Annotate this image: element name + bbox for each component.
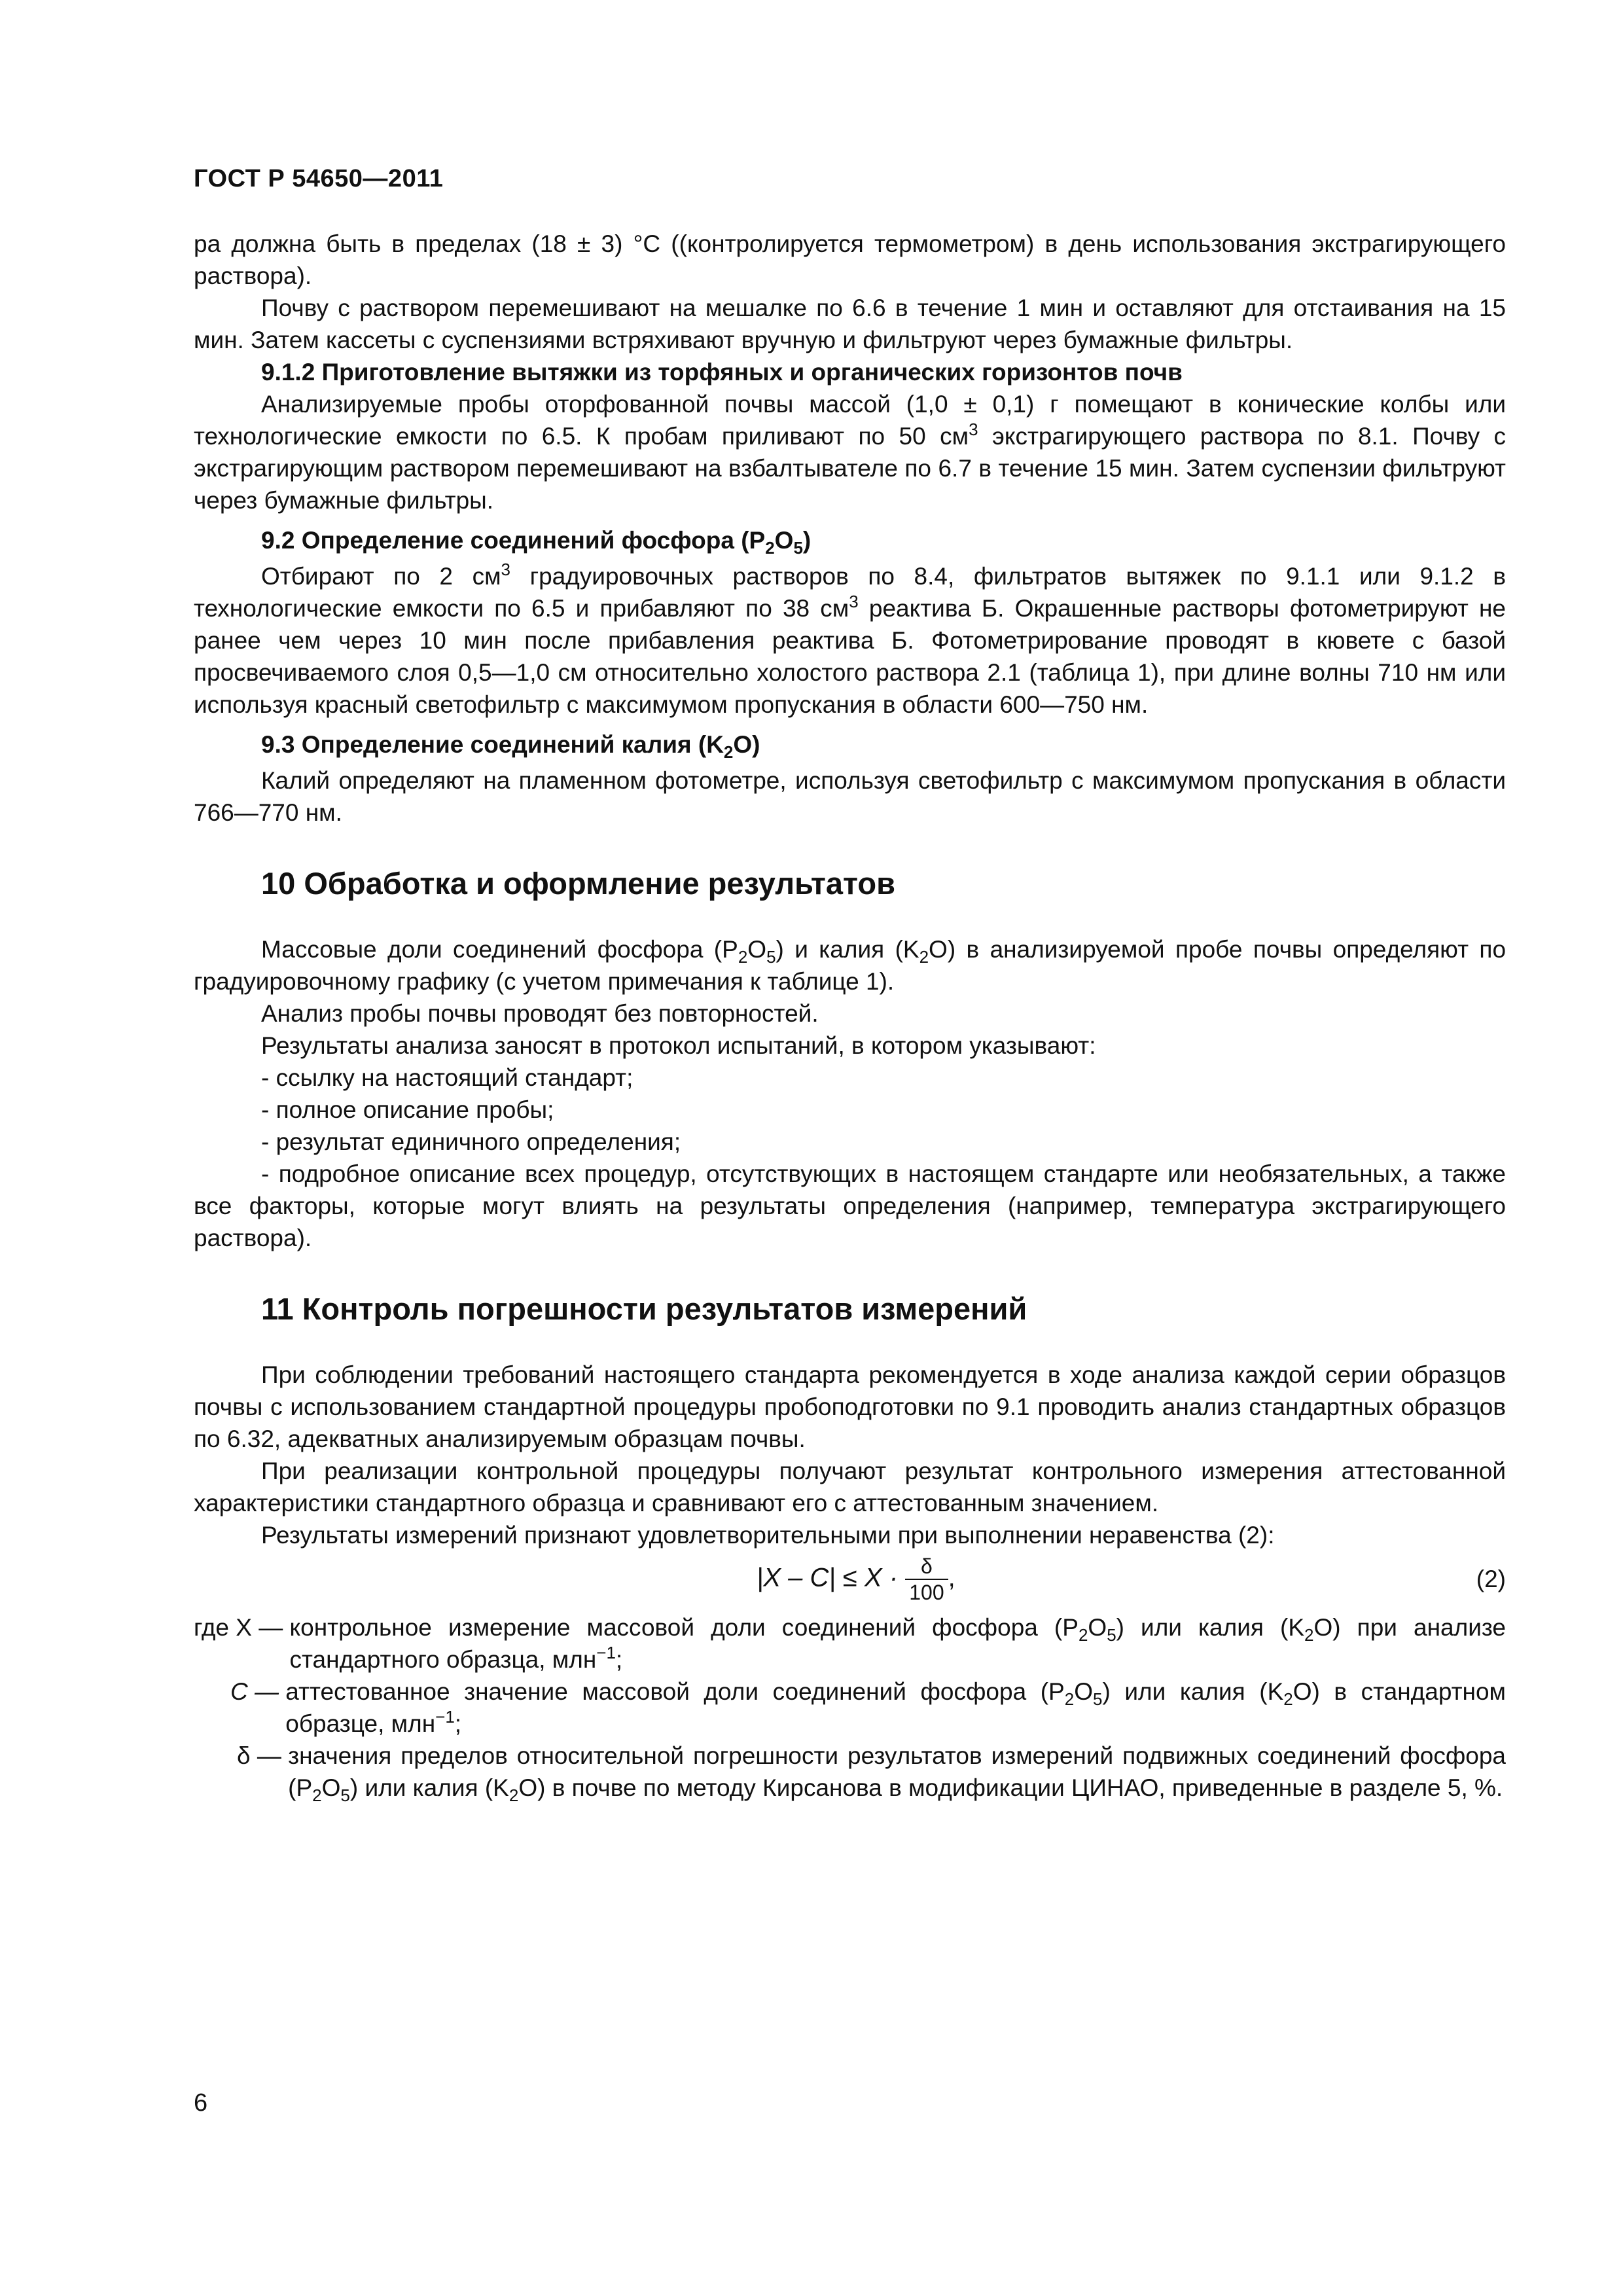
section-heading-10: 10 Обработка и оформление результатов [261,866,896,901]
list-item: - ссылку на настоящий стандарт; [261,1064,633,1091]
subsection-heading-9-2: 9.2 Определение соединений фосфора $(P_2O_5)$ [261,527,812,558]
paragraph: Отбирают по 2 $см^3$ градуировочных растворов по 8.4, фильтратов вытяжек по 9.1.1 или 9.1.2 в технологические емкости по 6.5 и прибавляют по 38 $см^3$ реактива Б. Окрашенные растворы фотометрируют не ранее чем через 10 мин после прибавления реактива Б. Фотометрирование проводят в кювете с базой просвечиваемого слоя 0,5—1,0 см относительно холостого раствора 2.1 (таблица 1), при длине волны 710 нм или используя красный светофильтр с максимумом пропускания в области 600—750 нм. [194,560,1507,718]
document-header: ГОСТ Р 54650—2011 [194,165,444,192]
paragraph: Почву с раствором перемешивают на мешалке по 6.6 в течение 1 мин и оставляют для отстаивания на 15 мин. Затем кассеты с суспензиями встряхивают вручную и фильтруют через бумажные фильтры. [194,295,1506,353]
paragraph: Анализ пробы почвы проводят без повторностей. [261,1000,819,1027]
subsection-heading-9-1-2: 9.1.2 Приготовление вытяжки из торфяных и органических горизонтов почв [261,359,1183,386]
where-clause [194,1611,1506,1804]
paragraph: Калий определяют на пламенном фотометре, используя светофильтр с максимумом пропускания в области 766—770 нм. [194,767,1506,826]
section-heading-11: 11 Контроль погрешности результатов измерений [261,1291,1027,1326]
paragraph: Результаты анализа заносят в протокол испытаний, в котором указывают: [261,1032,1096,1059]
list-item: - результат единичного определения; [261,1128,681,1155]
page-number: 6 [194,2089,208,2117]
list-item: - полное описание пробы; [261,1096,554,1123]
formula-expression: |X – C| ≤ X · $\frac{\delta}{100}$ , [757,1554,955,1604]
paragraph: Анализируемые пробы оторфованной почвы массой (1,0 ± 0,1) г помещают в конические колбы или технологические емкости по 6.5. К пробам приливают по 50 $см^3$ экстрагирующего раствора по 8.1. Почву с экстрагирующим раствором перемешивают на взбалтывателе по 6.7 в течение 15 мин. Затем суспензии фильтруют через бумажные фильтры. [194,391,1506,514]
where-item-delta: δ — значения пределов относительной погрешности результатов измерений подвижных соединений фосфора $(P_2O_5)$ или калия $(K_2O)$ в почве по методу Кирсанова в модификации ЦИНАО, приведенные в разделе 5, %. [237,1742,1506,1805]
where-item-x: где X — контрольное измерение массовой доли соединений фосфора $(P_2O_5)$ или калия $(K_2O)$ при анализе стандартного образца, млн$^{-1}$; [194,1614,1506,1673]
paragraph: Результаты измерений признают удовлетворительными при выполнении неравенства (2): [261,1522,1275,1549]
paragraph: Массовые доли соединений фосфора $(P_2O_5)$ и калия $(K_2O)$ в анализируемой пробе почвы определяют по градуировочному графику (с учетом примечания к таблице 1). [194,936,1507,995]
paragraph: ра должна быть в пределах (18 ± 3) °С ((контролируется термометром) в день использования экстрагирующего раствора). [194,230,1506,289]
paragraph: При реализации контрольной процедуры получают результат контрольного измерения аттестованной характеристики стандартного образца и сравнивают его с аттестованным значением. [194,1458,1506,1516]
paragraph: При соблюдении требований настоящего стандарта рекомендуется в ходе анализа каждой серии образцов почвы с использованием стандартной процедуры пробоподготовки по 9.1 проводить анализ стандартных образцов по 6.32, адекватных анализируемым образцам почвы. [194,1361,1506,1452]
formula-number: (2) [1476,1566,1506,1592]
formula-2 [194,1551,1506,1611]
where-item-c: C — аттестованное значение массовой доли соединений фосфора $(P_2O_5)$ или калия $(K_2O)$ в стандартном образце, млн$^{-1}$; [230,1678,1506,1737]
document-body [194,228,1506,1804]
formula-fraction: $\frac{\delta}{100}$ [905,1554,948,1605]
subsection-heading-9-3: 9.3 Определение соединений калия $(K_2O)$ [261,731,760,762]
list-item: - подробное описание всех процедур, отсутствующих в настоящем стандарте или необязательных, а также все факторы, которые могут влиять на результаты определения (например, температура экстрагирующего раствора). [194,1160,1506,1251]
